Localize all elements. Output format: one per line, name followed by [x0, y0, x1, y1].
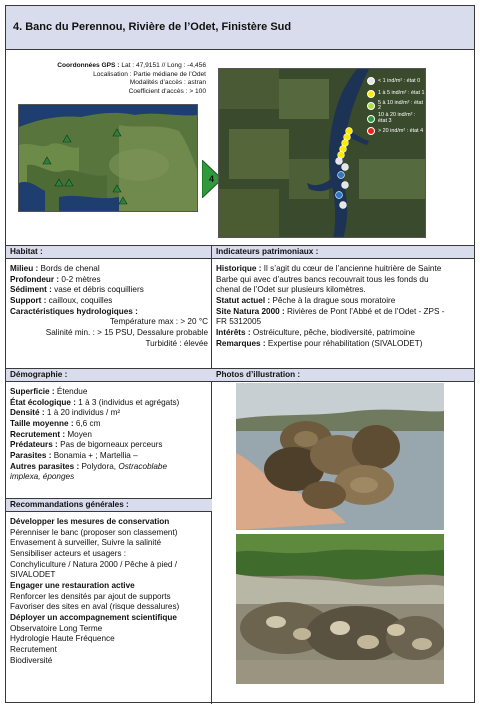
- page-title: 4. Banc du Perennou, Rivière de l’Odet, Finistère Sud: [6, 6, 474, 50]
- marker-pin: [342, 164, 349, 171]
- mod-label: Modalités d’accès :: [129, 79, 186, 87]
- legend-dot: [367, 90, 375, 98]
- marker-pin: [340, 202, 347, 209]
- site-map: [218, 68, 426, 238]
- coef-value: > 100: [189, 88, 206, 96]
- photo-oysters-hand-image: [236, 383, 444, 530]
- mod-value: astran: [187, 79, 206, 87]
- density-legend: [367, 75, 425, 138]
- photos-header: Photos d’illustration :: [216, 370, 301, 379]
- marker-pin: [342, 182, 349, 189]
- photo-oyster-bed: [236, 534, 444, 684]
- demographie-content: Superficie : Étendue État écologique : 1 à 3 (individus et agrégats) Densité : 1 à 20 individus / m² Taille moyenne : 6,6 cm Recrutement : Moyen Prédateurs : Pas de bigorneaux perceurs Parasites : Bonamia + ; Martellia – Autres parasites : Polydora, Ostracoblabe implexa, éponges: [10, 387, 180, 482]
- coef-label: Coefficient d’accès :: [128, 88, 188, 96]
- legend-item: > 20 ind/m² : état 4: [367, 125, 425, 138]
- recommandations-header: Recommandations générales :: [10, 500, 129, 509]
- legend-item: 1 à 5 ind/m² : état 1: [367, 88, 425, 101]
- legend-item: < 1 ind/m² : état 0: [367, 75, 425, 88]
- fiche-site: [5, 5, 475, 703]
- photo-oyster-bed-image: [236, 534, 444, 684]
- column-divider: [211, 245, 212, 704]
- photo-oysters-hand: [236, 383, 444, 530]
- habitat-content: Milieu : Bords de chenal Profondeur : 0-2 mètres Sédiment : vase et débris coquilliers Support : cailloux, coquilles Caractéristiques hydrologiques : Température max : > 20 °C Salinité min. : > 15 PSU, Dessalure probable Turbidité : élevée: [10, 264, 208, 348]
- loc-value: Partie médiane de l’Odet: [133, 70, 206, 78]
- habitat-header: Habitat :: [10, 247, 43, 256]
- legend-item: 5 à 10 ind/m² : état 2: [367, 100, 425, 113]
- legend-dot: [367, 127, 375, 135]
- indicateurs-content: Historique : Il s’agit du cœur de l’ancienne huitrière de Sainte Barbe qui avec d’autres bancs recouvrait tous les fonds du chenal de l’Odet sur plusieurs kilomètres. Statut actuel : Pêche à la drague sous moratoire Site Natura 2000 : Rivières de Pont l’Abbé et de l’Odet - ZPS - FR 5312005 Intérêts : Ostréiculture, pêche, biodiversité, patrimoine Remarques : Expertise pour réhabilitation (SIVALODET): [216, 264, 445, 348]
- legend-dot: [367, 102, 375, 110]
- recommandations-content: Développer les mesures de conservation Pérenniser le banc (proposer son classement) Envasement à surveiller, Suivre la salinité Sensibiliser acteurs et usagers : Conchyliculture / Natura 2000 / Pêche à pied / SIVALODET Engager une restauration active Renforcer les densités par ajout de supports Favoriser des sites en aval (risque dessalures) Déployer un accompagnement scientifique Observatoire Long Terme Hydrologie Haute Fréquence Recrutement Biodiversité: [10, 517, 180, 665]
- indicateurs-header: Indicateurs patrimoniaux :: [216, 247, 319, 256]
- gps-label: Coordonnées GPS :: [57, 62, 120, 69]
- map-marker-number: 4: [209, 174, 215, 184]
- regional-map: [18, 104, 198, 212]
- loc-label: Localisation :: [93, 70, 132, 78]
- site-info: [6, 62, 206, 97]
- marker-pin: [336, 192, 343, 199]
- legend-item: 10 à 20 ind/m² : état 3: [367, 113, 425, 126]
- marker-pin: [338, 172, 345, 179]
- gps-value: Lat : 47,9151 // Long : -4,456: [121, 62, 206, 69]
- demographie-header: Démographie :: [10, 370, 68, 379]
- legend-dot: [367, 77, 375, 85]
- marker-pin: [336, 158, 343, 165]
- legend-dot: [367, 115, 375, 123]
- regional-map-image: [19, 105, 198, 212]
